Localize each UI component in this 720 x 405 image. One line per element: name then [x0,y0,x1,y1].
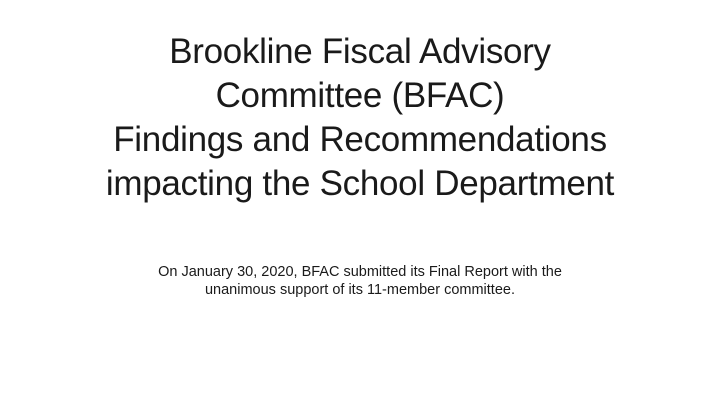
title-line: Findings and Recommendations [113,120,607,159]
slide-subtitle [90,263,630,299]
title-line: impacting the School Department [105,164,615,203]
subtitle-line: On January 30, 2020, BFAC submitted its Final Report with the [158,264,562,280]
subtitle-line: unanimous support of its 11-member committee. [204,282,515,298]
slide-title [40,30,680,206]
title-line: Brookline Fiscal Advisory [169,32,551,71]
title-line: Committee (BFAC) [215,76,505,115]
